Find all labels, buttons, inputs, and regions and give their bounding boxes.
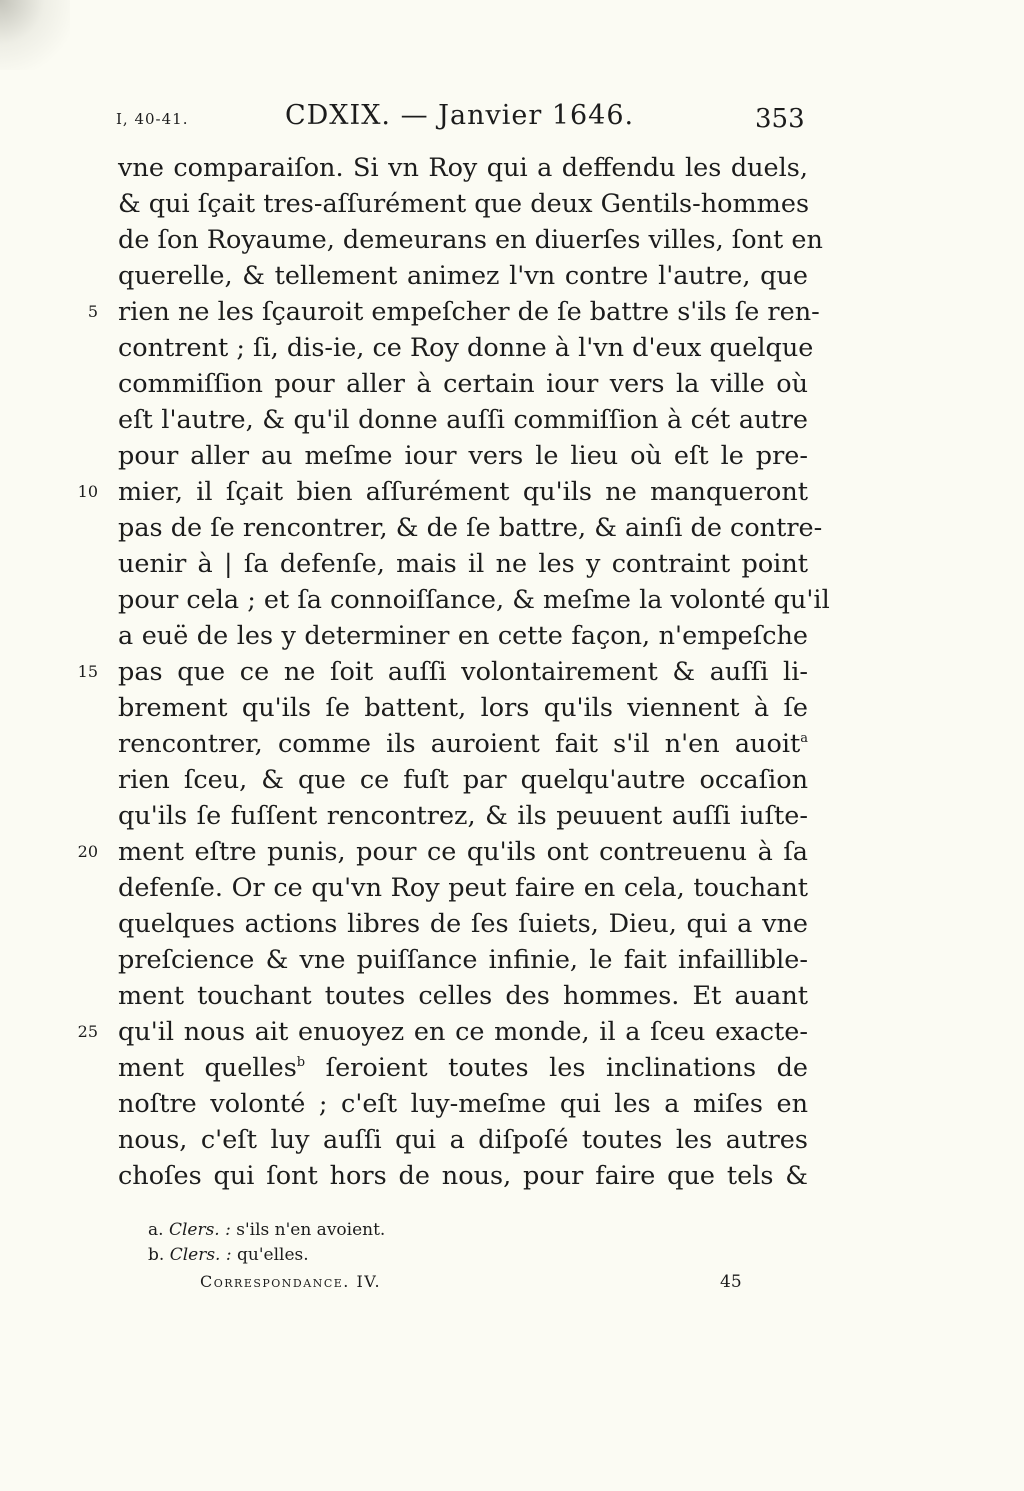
text-line: contrent ; ſi, dis-ie, ce Roy donne à l'vn d'eux quelque [118,333,814,363]
text-line: pas de ſe rencontrer, & de ſe battre, & ainſi de contre- [118,513,823,543]
page-corner-shadow [0,0,70,70]
text-line: de ſon Royaume, demeurans en diuerſes villes, ſont en [118,225,823,255]
text-line: commiſſion pour aller à certain iour vers la ville où [118,369,808,399]
footnote-ref: b [296,1055,306,1070]
line-number: 10 [77,482,98,501]
text-line: eſt l'autre, & qu'il donne auſſi commiſſion à cét autre [118,405,808,435]
text-line: noſtre volonté ; c'eſt luy-meſme qui les a miſes en [118,1089,808,1119]
collection-title: Correspondance. IV. [200,1272,382,1291]
text-line: quelques actions libres de ſes ſuiets, Dieu, qui a vne [118,909,808,939]
text-line: preſcience & vne puiſſance infinie, le fait infaillible- [118,945,808,975]
text-line: pour aller au meſme iour vers le lieu où eſt le pre- [118,441,808,471]
text-line: & qui ſçait tres-aſſurément que deux Gentils-hommes [118,189,810,219]
text-line: mier, il ſçait bien aſſurément qu'ils ne manqueront [118,477,808,507]
text-line: vne comparaiſon. Si vn Roy qui a deffendu les duels, [118,153,808,183]
footnote-text: qu'elles. [237,1245,309,1265]
text-line: pas que ce ne ſoit auſſi volontairement & auſſi li- [118,657,808,687]
text-line: rien ne les ſçauroit empeſcher de ſe battre s'ils ſe ren- [118,297,820,327]
page-footer [0,1272,1024,1300]
text-line: nous, c'eſt luy auſſi qui a diſpoſé toutes les autres [118,1125,808,1155]
line-number: 5 [87,302,98,321]
footnotes [148,1218,385,1268]
footnote-a [148,1218,385,1243]
page-number: 353 [755,104,805,134]
text-line: ment quelles$^b$ ſeroient toutes les inclinations de [118,1053,808,1083]
text-line: defenſe. Or ce qu'vn Roy peut faire en cela, touchant [118,873,808,903]
line-number: 25 [77,1022,98,1041]
footnote-ref: a [800,731,808,746]
text-line: ment touchant toutes celles des hommes. Et auant [118,981,808,1011]
line-number: 15 [77,662,98,681]
text-line: qu'ils ſe fuſſent rencontrez, & ils peuuent auſſi iuſte- [118,801,808,831]
text-line: rien ſceu, & que ce fuſt par quelqu'autre occaſion [118,765,808,795]
footnote-b [148,1243,385,1268]
text-line: querelle, & tellement animez l'vn contre l'autre, que [118,261,808,291]
text-line: choſes qui ſont hors de nous, pour faire que tels & [118,1161,808,1191]
footnote-marker: b. [148,1245,165,1265]
footnote-text: s'ils n'en avoient. [236,1220,386,1240]
line-number: 20 [77,842,98,861]
text-line: ment eſtre punis, pour ce qu'ils ont contreuenu à ſa [118,837,808,867]
letter-heading: CDXIX. — Janvier 1646. [285,100,635,131]
text-line: pour cela ; et ſa connoiſſance, & meſme la volonté qu'il [118,585,830,615]
text-line: qu'il nous ait enuoyez en ce monde, il a ſceu exacte- [118,1017,808,1047]
text-line: a euë de les y determiner en cette façon, n'empeſche [118,621,808,651]
running-head [0,100,1024,140]
text-line: rencontrer, comme ils auroient fait s'il n'en auoit$^a$ [118,729,808,759]
text-line: brement qu'ils ſe battent, lors qu'ils viennent à ſe [118,693,808,723]
footnote-marker: a. [148,1220,164,1240]
footnote-source: Clers. : [168,1220,231,1240]
signature-mark: 45 [720,1272,742,1292]
footnote-source: Clers. : [169,1245,232,1265]
edition-reference: I, 40-41. [116,110,189,128]
text-line: uenir à | ſa defenſe, mais il ne les y contraint point [118,549,808,579]
